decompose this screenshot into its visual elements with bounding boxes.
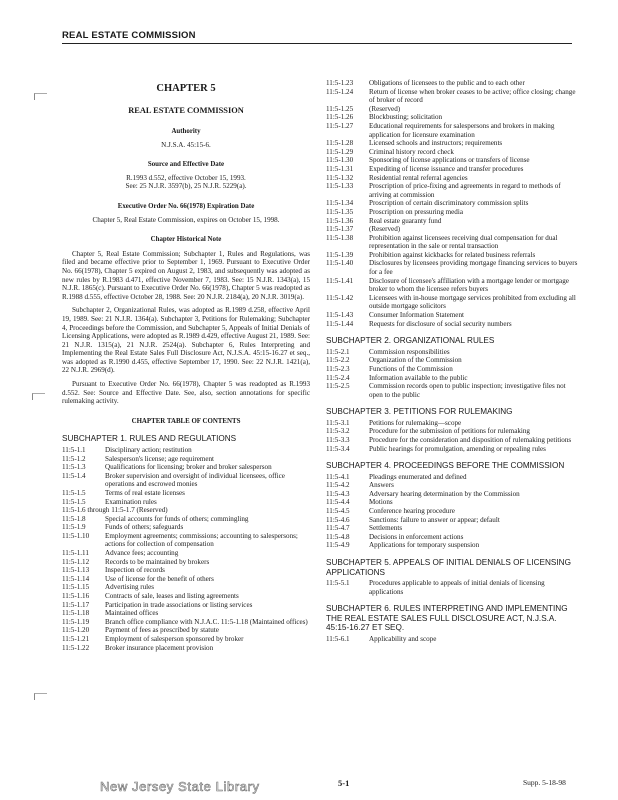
toc-entry bbox=[326, 217, 578, 226]
toc-entry bbox=[326, 174, 578, 183]
section-number: 11:5-1.13 bbox=[62, 566, 90, 575]
section-title: Pleadings enumerated and defined bbox=[369, 472, 467, 481]
section-title: Commission records open to public inspection; investigative files not open to the public bbox=[369, 382, 566, 399]
section-number: 11:5-5.1 bbox=[326, 579, 350, 587]
section-number: 11:5-1.38 bbox=[326, 233, 354, 242]
section-title: Applicability and scope bbox=[369, 634, 437, 643]
toc-entry bbox=[326, 498, 578, 507]
section-title: Real estate guaranty fund bbox=[369, 216, 442, 225]
section-title: Disclosures by licensees providing mortgage financing services to buyers for a fee bbox=[369, 259, 578, 277]
section-number: 11:5-2.4 bbox=[326, 373, 350, 382]
source-line: R.1993 d.552, effective October 15, 1993. bbox=[126, 173, 246, 182]
section-title: Disciplinary action; restitution bbox=[105, 445, 192, 454]
toc-entry bbox=[62, 506, 310, 515]
toc-entry bbox=[62, 446, 310, 455]
section-title: Examination rules bbox=[105, 497, 157, 506]
section-title: Maintained offices bbox=[105, 609, 159, 618]
toc-entry bbox=[62, 609, 310, 618]
toc-entry bbox=[326, 445, 578, 454]
section-number: 11:5-2.5 bbox=[326, 382, 350, 391]
chapter-number: CHAPTER 5 bbox=[156, 83, 216, 94]
toc-entry bbox=[326, 473, 578, 482]
section-title: Prohibition against kickbacks for related business referrals bbox=[369, 250, 536, 259]
section-title: Conference hearing procedure bbox=[369, 507, 455, 516]
section-title: Disclosure of licensee's affiliation with a mortgage lender or mortgage broker to whom the licensee refers buyers bbox=[369, 276, 569, 294]
section-number: 11:5-1.16 bbox=[62, 592, 90, 601]
toc-entry bbox=[326, 148, 578, 157]
section-number: 11:5-1.31 bbox=[326, 164, 354, 173]
section-title: 11:5-1.6 through 11:5-1.7 (Reserved) bbox=[62, 506, 168, 515]
supplement-date: Supp. 5-18-98 bbox=[523, 778, 566, 787]
section-title: Commission responsibilities bbox=[369, 347, 450, 356]
subchapter-title: SUBCHAPTER 3. PETITIONS FOR RULEMAKING bbox=[326, 407, 513, 417]
subchapter-title: SUBCHAPTER 6. RULES INTERPRETING AND IMPLEMENTING THE REAL ESTATE SALES FULL DISCLOSURE ACT, N.J.S.A. 45:15-16.27 ET SEQ. bbox=[326, 604, 568, 633]
section-title: Advance fees; accounting bbox=[105, 549, 179, 558]
section-title: Payment of fees as prescribed by statute bbox=[105, 626, 219, 635]
section-title: Licensees with in-house mortgage services prohibited from excluding all outside mortgage solicitors bbox=[369, 293, 576, 311]
section-number: 11:5-3.2 bbox=[326, 427, 350, 436]
section-title: Participation in trade associations or listing services bbox=[105, 600, 253, 609]
toc-entry bbox=[326, 356, 578, 365]
section-number: 11:5-1.11 bbox=[62, 549, 89, 558]
section-number: 11:5-1.4 bbox=[62, 471, 86, 480]
section-number: 11:5-1.37 bbox=[326, 225, 354, 234]
section-number: 11:5-1.8 bbox=[62, 514, 86, 523]
section-title: Proscription of certain discriminatory commission splits bbox=[369, 199, 529, 208]
toc-entry bbox=[62, 532, 310, 549]
section-title: Inspection of records bbox=[105, 566, 165, 575]
toc-entry bbox=[62, 472, 310, 489]
chapter-title: REAL ESTATE COMMISSION bbox=[128, 106, 244, 115]
section-title: Information available to the public bbox=[369, 373, 468, 382]
section-title: Applications for temporary suspension bbox=[369, 541, 480, 550]
subchapter-title: SUBCHAPTER 4. PROCEEDINGS BEFORE THE COMMISSION bbox=[326, 461, 565, 471]
toc-entry bbox=[326, 277, 578, 294]
toc-entry bbox=[326, 79, 578, 88]
margin-mark bbox=[34, 693, 47, 700]
section-number: 11:5-4.5 bbox=[326, 507, 350, 516]
section-number: 11:5-1.44 bbox=[326, 319, 354, 328]
section-number: 11:5-1.33 bbox=[326, 182, 354, 191]
section-number: 11:5-4.9 bbox=[326, 541, 350, 550]
section-list bbox=[326, 473, 578, 550]
section-number: 11:5-1.24 bbox=[326, 87, 354, 96]
section-list bbox=[326, 579, 578, 596]
toc-entry bbox=[326, 122, 578, 139]
toc-entry bbox=[326, 251, 578, 260]
toc-entry bbox=[326, 419, 578, 428]
section-number: 11:5-1.28 bbox=[326, 139, 354, 148]
toc-entry bbox=[326, 88, 578, 105]
section-title: Sponsoring of license applications or transfers of license bbox=[369, 156, 530, 165]
section-number: 11:5-1.35 bbox=[326, 207, 354, 216]
section-title: Funds of others; safeguards bbox=[105, 523, 184, 532]
toc-entry bbox=[326, 348, 578, 357]
section-number: 11:5-1.42 bbox=[326, 293, 354, 302]
section-number: 11:5-1.36 bbox=[326, 216, 354, 225]
section-title: Adversary hearing determination by the Commission bbox=[369, 489, 520, 498]
section-number: 11:5-3.4 bbox=[326, 444, 350, 453]
section-number: 11:5-1.26 bbox=[326, 113, 354, 122]
toc-entry bbox=[326, 579, 578, 596]
toc-entry bbox=[326, 533, 578, 542]
section-list bbox=[326, 79, 578, 328]
section-number: 11:5-1.18 bbox=[62, 609, 90, 618]
toc-entry bbox=[326, 541, 578, 550]
toc-entry bbox=[326, 427, 578, 436]
section-title: (Reserved) bbox=[369, 104, 401, 113]
toc-entry bbox=[326, 436, 578, 445]
section-title: Terms of real estate licenses bbox=[105, 488, 185, 497]
section-number: 11:5-1.14 bbox=[62, 574, 90, 583]
section-title: (Reserved) bbox=[369, 225, 401, 234]
section-number: 11:5-4.1 bbox=[326, 472, 350, 481]
toc-entry bbox=[326, 516, 578, 525]
toc-entry bbox=[62, 463, 310, 472]
section-title: Motions bbox=[369, 498, 393, 507]
section-number: 11:5-1.20 bbox=[62, 626, 90, 635]
section-list bbox=[326, 419, 578, 453]
section-title: Advertising rules bbox=[105, 583, 155, 592]
section-title: Functions of the Commission bbox=[369, 364, 453, 373]
expiration-text: Chapter 5, Real Estate Commission, expires on October 15, 1998. bbox=[92, 215, 280, 224]
toc-entry bbox=[62, 515, 310, 524]
section-title: Educational requirements for salespersons and brokers in making application for licensure examination bbox=[369, 121, 555, 139]
toc-entry bbox=[62, 592, 310, 601]
section-title: Expediting of license issuance and transfer procedures bbox=[369, 164, 524, 173]
section-number: 11:5-1.9 bbox=[62, 523, 86, 532]
historical-note-paragraph: Chapter 5, Real Estate Commission; Subchapter 1, Rules and Regulations, was filed and became effective prior to September 1, 1969. Pursuant to Executive Order No. 66(1978), Chapter 5 expired on August 2, 1983, and subsequently was adopted as new rules by R.1983 d.471, effective November 7, 1983. See: 15 N.J.R. 1343(a), 15 N.J.R. 1865(c). Pursuant to Executive Order No. 66(1978), Chapter 5 was readopted as R.1988 d.555, effective October 28, 1988. See: 20 N.J.R. 2184(a), 20 N.J.R. 3019(a). bbox=[62, 249, 310, 301]
section-number: 11:5-1.34 bbox=[326, 199, 354, 208]
toc-entry bbox=[62, 644, 310, 653]
section-number: 11:5-1.5 bbox=[62, 497, 86, 506]
section-number: 11:5-1.2 bbox=[62, 454, 86, 463]
section-title: Decisions in enforcement actions bbox=[369, 532, 464, 541]
section-list bbox=[326, 348, 578, 400]
section-number: 11:5-2.3 bbox=[326, 364, 350, 373]
section-number: 11:5-1.19 bbox=[62, 617, 90, 626]
toc-entry bbox=[62, 601, 310, 610]
section-title: Sanctions: failure to answer or appear; default bbox=[369, 515, 500, 524]
section-title: Qualifications for licensing; broker and broker salesperson bbox=[105, 463, 272, 472]
toc-entry bbox=[326, 156, 578, 165]
margin-mark bbox=[32, 393, 45, 400]
toc-entry bbox=[326, 311, 578, 320]
toc-entry bbox=[326, 490, 578, 499]
toc-entry bbox=[326, 105, 578, 114]
section-list bbox=[62, 446, 310, 652]
toc-entry bbox=[326, 199, 578, 208]
section-number: 11:5-1.25 bbox=[326, 104, 354, 113]
toc-entry bbox=[326, 208, 578, 217]
toc-entry bbox=[326, 139, 578, 148]
toc-entry bbox=[326, 635, 578, 644]
section-title: Employment of salesperson sponsored by broker bbox=[105, 635, 244, 643]
section-number: 11:5-1.29 bbox=[326, 147, 354, 156]
section-number: 11:5-1.3 bbox=[62, 463, 86, 472]
section-number: 11:5-1.27 bbox=[326, 121, 354, 130]
section-title: Use of license for the benefit of others bbox=[105, 574, 214, 583]
section-number: 11:5-1.21 bbox=[62, 635, 90, 643]
toc-entry bbox=[326, 382, 578, 399]
historical-note-heading: Chapter Historical Note bbox=[150, 236, 222, 244]
section-number: 11:5-1.40 bbox=[326, 259, 354, 268]
section-list bbox=[326, 635, 578, 644]
section-title: Requests for disclosure of social security numbers bbox=[369, 319, 512, 328]
section-title: Public hearings for promulgation, amending or repealing rules bbox=[369, 444, 546, 453]
section-title: Residential rental referral agencies bbox=[369, 173, 468, 182]
toc-entry bbox=[62, 498, 310, 507]
toc-entry bbox=[326, 294, 578, 311]
section-number: 11:5-4.8 bbox=[326, 532, 350, 541]
section-number: 11:5-1.43 bbox=[326, 311, 354, 320]
toc-entry bbox=[326, 507, 578, 516]
section-title: Broker insurance placement provision bbox=[105, 643, 214, 652]
page-number: 5-1 bbox=[338, 778, 350, 788]
source-heading: Source and Effective Date bbox=[147, 161, 225, 169]
toc-entry bbox=[326, 320, 578, 329]
section-title: Licensed schools and instructors; requirements bbox=[369, 139, 503, 148]
section-number: 11:5-4.4 bbox=[326, 498, 350, 507]
toc-entry bbox=[326, 225, 578, 234]
section-number: 11:5-1.10 bbox=[62, 531, 90, 540]
section-number: 11:5-1.30 bbox=[326, 156, 354, 165]
table-of-contents-heading: CHAPTER TABLE OF CONTENTS bbox=[131, 417, 241, 425]
section-title: Branch office compliance with N.J.A.C. 11:5-1.18 (Maintained offices) bbox=[105, 617, 308, 626]
section-title: Salesperson's license; age requirement bbox=[105, 454, 215, 463]
toc-entry bbox=[326, 481, 578, 490]
toc-entry bbox=[62, 489, 310, 498]
section-number: 11:5-4.7 bbox=[326, 524, 350, 533]
section-title: Proscription on pressuring media bbox=[369, 207, 463, 216]
section-number: 11:5-1.12 bbox=[62, 557, 90, 566]
section-number: 11:5-1.32 bbox=[326, 173, 354, 182]
toc-entry bbox=[62, 566, 310, 575]
section-title: Broker supervision and oversight of individual licensees, office operations and escrowed monies bbox=[105, 471, 285, 489]
toc-entry bbox=[326, 182, 578, 199]
section-number: 11:5-4.6 bbox=[326, 515, 350, 524]
section-number: 11:5-4.2 bbox=[326, 481, 350, 490]
section-title: Consumer Information Statement bbox=[369, 311, 464, 320]
toc-entry bbox=[62, 558, 310, 567]
toc-entry bbox=[62, 549, 310, 558]
section-number: 11:5-1.22 bbox=[62, 643, 90, 652]
toc-entry bbox=[62, 618, 310, 627]
section-title: Procedure for the consideration and disposition of rulemaking petitions bbox=[369, 435, 572, 444]
section-title: Proscription of price-fixing and agreements in regard to methods of arriving at commission bbox=[369, 182, 561, 199]
section-title: Answers bbox=[369, 481, 394, 490]
toc-entry bbox=[326, 165, 578, 174]
toc-entry bbox=[326, 113, 578, 122]
section-title: Settlements bbox=[369, 524, 403, 533]
section-number: 11:5-1.39 bbox=[326, 250, 354, 259]
section-number: 11:5-3.3 bbox=[326, 435, 350, 444]
expiration-heading: Executive Order No. 66(1978) Expiration Date bbox=[117, 202, 255, 210]
section-title: Obligations of licensees to the public and to each other bbox=[369, 79, 525, 87]
section-number: 11:5-3.1 bbox=[326, 418, 350, 427]
section-title: Records to be maintained by brokers bbox=[105, 557, 210, 566]
section-title: Procedures applicable to appeals of initial denials of licensing applications bbox=[369, 579, 545, 596]
section-number: 11:5-1.17 bbox=[62, 600, 90, 609]
historical-note-paragraph: Subchapter 2, Organizational Rules, was adopted as R.1989 d.258, effective April 19, 1989. See: 21 N.J.R. 1364(a). Subchapter 3, Petitions for Rulemaking; Subchapter 4, Proceedings before the Commission, and Subchapter 5, Appeals of Initial Denials of Licensing Applications, were adopted as R.1989 d.429, effective August 21, 1989. See: 21 N.J.R. 1315(a), 21 N.J.R. 2524(a). Subchapter 6, Rules Interpreting and Implementing the Real Estate Sales Full Disclosure Act, N.J.S.A. 45:15-16.27 et seq., was adopted as R.1990 d.455, effective September 17, 1990. See: 22 N.J.R. 1421(a), 22 N.J.R. 2969(d). bbox=[62, 306, 310, 375]
toc-entry bbox=[62, 626, 310, 635]
running-head: REAL ESTATE COMMISSION bbox=[62, 30, 572, 44]
library-stamp: New Jersey State Library bbox=[100, 779, 260, 794]
authority-text: N.J.S.A. 45:15-6. bbox=[161, 140, 211, 149]
section-number: 11:5-1.15 bbox=[62, 583, 90, 592]
left-column bbox=[62, 74, 310, 652]
toc-entry bbox=[326, 259, 578, 276]
authority-heading: Authority bbox=[171, 128, 201, 135]
toc-entry bbox=[326, 524, 578, 533]
section-number: 11:5-2.2 bbox=[326, 356, 350, 365]
section-number: 11:5-6.1 bbox=[326, 634, 350, 643]
section-number: 11:5-1.5 bbox=[62, 488, 86, 497]
section-title: Petitions for rulemaking—scope bbox=[369, 418, 462, 427]
subchapter-title: SUBCHAPTER 5. APPEALS OF INITIAL DENIALS OF LICENSING APPLICATIONS bbox=[326, 558, 571, 577]
toc-entry bbox=[62, 523, 310, 532]
toc-entry bbox=[62, 575, 310, 584]
source-line: See: 25 N.J.R. 3597(b), 25 N.J.R. 5229(a). bbox=[125, 182, 247, 191]
subchapter-title: SUBCHAPTER 2. ORGANIZATIONAL RULES bbox=[326, 336, 495, 346]
section-title: Criminal history record check bbox=[369, 147, 454, 156]
section-title: Organization of the Commission bbox=[369, 356, 462, 365]
right-column bbox=[326, 79, 578, 643]
toc-entry bbox=[326, 374, 578, 383]
historical-note-paragraph: Pursuant to Executive Order No. 66(1978), Chapter 5 was readopted as R.1993 d.552. See: Source and Effective Date. See, also, section annotations for specific rulemaking activity. bbox=[62, 380, 310, 406]
toc-entry bbox=[326, 234, 578, 251]
section-title: Blockbusting; solicitation bbox=[369, 113, 443, 122]
section-title: Special accounts for funds of others; commingling bbox=[105, 514, 249, 523]
toc-entry bbox=[62, 583, 310, 592]
section-number: 11:5-1.1 bbox=[62, 445, 86, 454]
section-title: Employment agreements; commissions; accounting to salespersons; actions for collection of compensation bbox=[105, 531, 298, 549]
section-title: Contracts of sale, leases and listing agreements bbox=[105, 592, 239, 601]
toc-entry bbox=[62, 455, 310, 464]
section-title: Procedure for the submission of petitions for rulemaking bbox=[369, 427, 530, 436]
section-title: Return of license when broker ceases to be active; office closing; change of broker of record bbox=[369, 87, 576, 105]
section-number: 11:5-1.23 bbox=[326, 79, 354, 87]
subchapter-title: SUBCHAPTER 1. RULES AND REGULATIONS bbox=[62, 434, 237, 444]
section-title: Prohibition against licensees receiving dual compensation for dual representation in the sale or rental transaction bbox=[369, 233, 558, 251]
toc-entry bbox=[62, 635, 310, 644]
section-number: 11:5-1.41 bbox=[326, 276, 354, 285]
toc-entry bbox=[326, 365, 578, 374]
section-number: 11:5-2.1 bbox=[326, 347, 350, 356]
section-number: 11:5-4.3 bbox=[326, 489, 350, 498]
margin-mark bbox=[34, 93, 47, 100]
